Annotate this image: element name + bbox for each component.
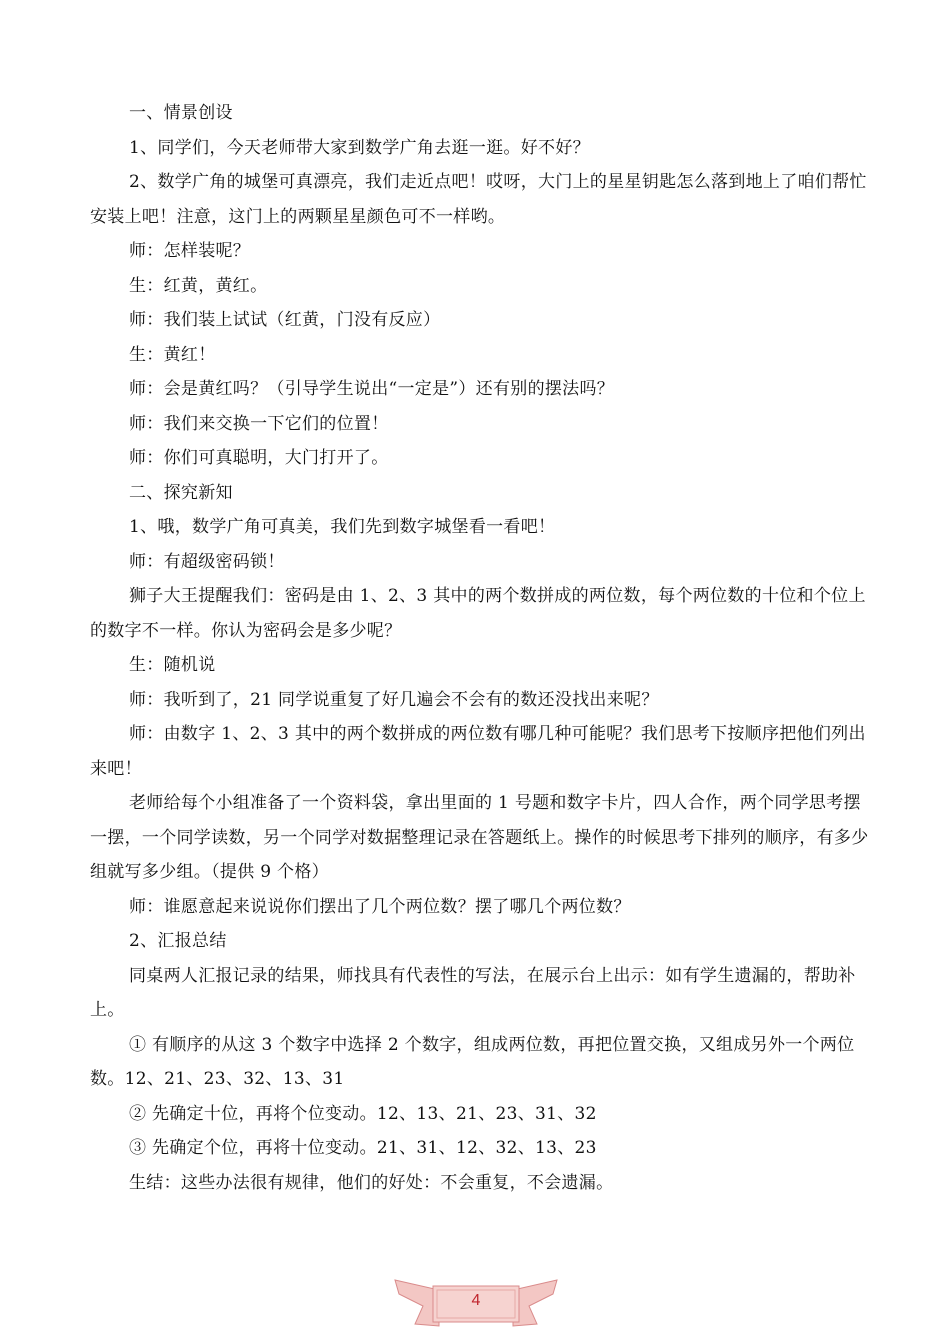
paragraph: 1、哦，数学广角可真美，我们先到数字城堡看一看吧！	[129, 517, 556, 537]
dialogue-line: 师：会是黄红吗？（引导学生说出“一定是”）还有别的摆法吗？	[129, 379, 615, 399]
paragraph: 老师给每个小组准备了一个资料袋，拿出里面的 1 号题和数字卡片，四人合作，两个同学思考摆一摆，一个同学读数，另一个同学对数据整理记录在答题纸上。操作的时候思考下排列的顺序，有多少组就写多少组。（提供 9 个格）	[90, 793, 869, 882]
dialogue-line: 师：怎样装呢？	[129, 241, 251, 261]
heading-scenario: 一、情景创设	[129, 103, 233, 123]
document-body	[90, 96, 870, 1200]
dialogue-line: 师：我们装上试试（红黄，门没有反应）	[129, 310, 441, 330]
list-item: ① 有顺序的从这 3 个数字中选择 2 个数字，组成两位数，再把位置交换，又组成另外一个两位数。12、21、23、32、13、31	[90, 1034, 855, 1089]
paragraph: 1、同学们，今天老师带大家到数学广角去逛一逛。好不好？	[129, 137, 590, 158]
paragraph: 2、数学广角的城堡可真漂亮，我们走近点吧！哎呀，大门上的星星钥匙怎么落到地上了咱们帮忙安装上吧！注意，这门上的两颗星星颜色可不一样哟。	[90, 172, 867, 227]
page-footer	[393, 1272, 559, 1332]
paragraph: 狮子大王提醒我们：密码是由 1、2、3 其中的两个数拼成的两位数，每个两位数的十位和个位上的数字不一样。你认为密码会是多少呢？	[90, 586, 866, 641]
paragraph: 生结：这些办法很有规律，他们的好处：不会重复，不会遗漏。	[129, 1172, 614, 1193]
list-item: ② 先确定十位，再将个位变动。12、13、21、23、31、32	[129, 1103, 597, 1124]
dialogue-line: 生：红黄，黄红。	[129, 275, 268, 296]
page-number: 4	[471, 1292, 481, 1309]
dialogue-line: 生：黄红！	[129, 344, 216, 365]
list-item: ③ 先确定个位，再将十位变动。21、31、12、32、13、23	[129, 1138, 597, 1158]
dialogue-line: 师：有超级密码锁！	[129, 551, 285, 572]
heading-summary: 2、汇报总结	[129, 931, 227, 951]
dialogue-line: 师：谁愿意起来说说你们摆出了几个两位数？摆了哪几个两位数？	[129, 896, 631, 917]
paragraph: 同桌两人汇报记录的结果，师找具有代表性的写法，在展示台上出示：如有学生遗漏的，帮助补上。	[90, 965, 856, 1020]
dialogue-line: 生：随机说	[129, 655, 216, 675]
heading-explore: 二、探究新知	[129, 482, 233, 503]
dialogue-line: 师：你们可真聪明，大门打开了。	[129, 448, 389, 468]
dialogue-line: 师：我们来交换一下它们的位置！	[129, 413, 389, 434]
dialogue-line: 师：我听到了，21 同学说重复了好几遍会不会有的数还没找出来呢？	[129, 689, 659, 710]
dialogue-line: 师：由数字 1、2、3 其中的两个数拼成的两位数有哪几种可能呢？我们思考下按顺序把他们列出来吧！	[90, 724, 866, 779]
